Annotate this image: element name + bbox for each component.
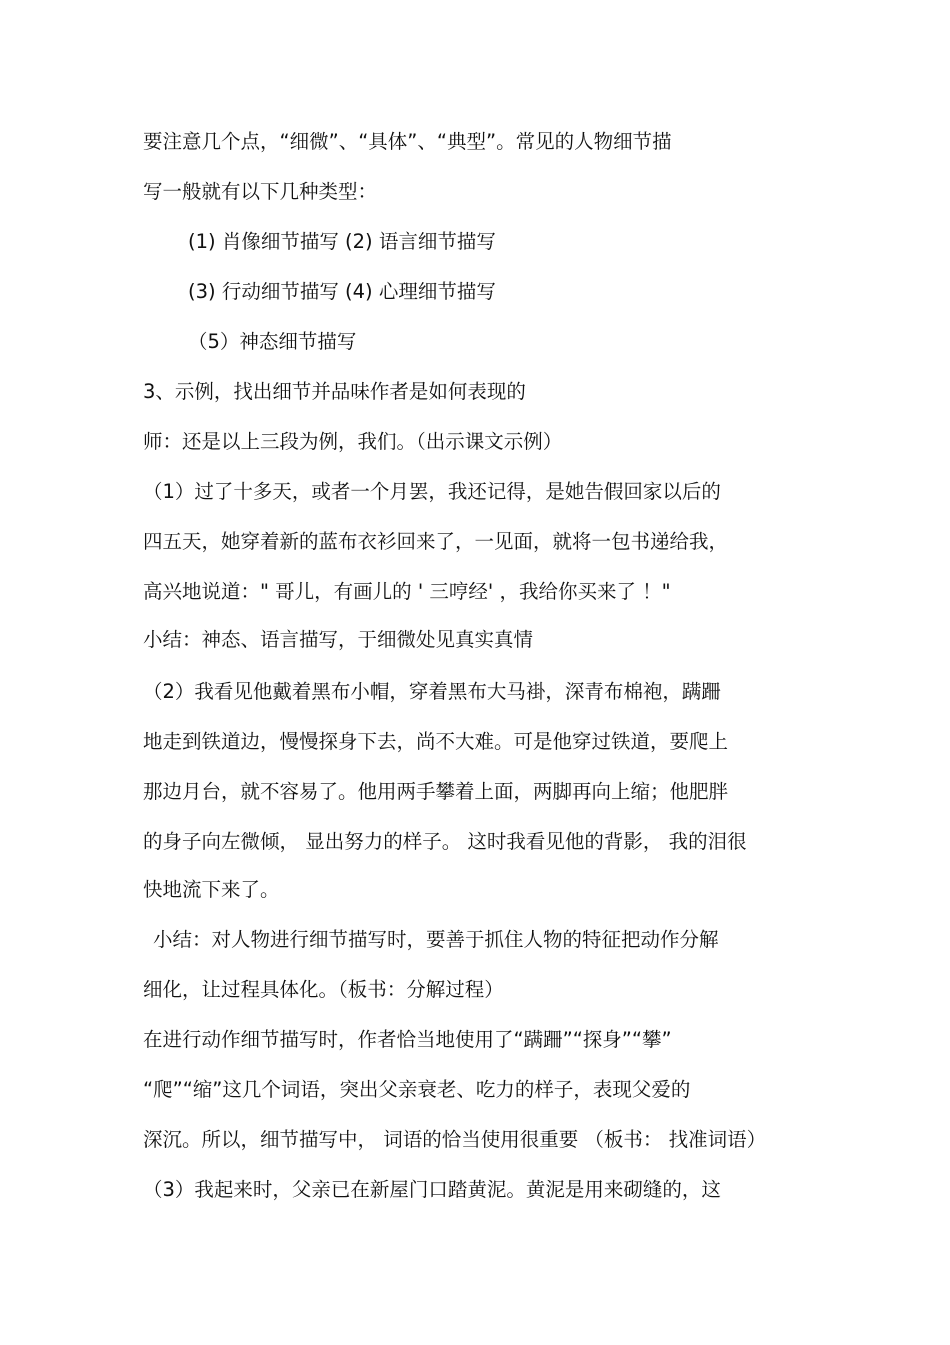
example-1-line-2: 四五天，她穿着新的蓝布衣衫回来了，一见面，就将一包书递给我， — [143, 530, 729, 553]
analysis-line-1: 在进行动作细节描写时，作者恰当地使用了“蹒跚”“探身”“攀” — [143, 1028, 672, 1051]
list-item-1-2: (1) 肖像细节描写 (2) 语言细节描写 — [188, 230, 496, 253]
section-heading: 3、示例，找出细节并品味作者是如何表现的 — [143, 380, 526, 403]
example-2-line-2: 地走到铁道边，慢慢探身下去，尚不大难。可是他穿过铁道，要爬上 — [143, 730, 729, 753]
example-2-line-5: 快地流下来了。 — [143, 878, 280, 901]
analysis-line-2: “爬”“缩”这几个词语，突出父亲衰老、吃力的样子，表现父爱的 — [143, 1078, 691, 1101]
text-line-2: 写一般就有以下几种类型： — [143, 180, 378, 203]
example-2-line-1: （2）我看见他戴着黑布小帽，穿着黑布大马褂，深青布棉袍，蹒跚 — [143, 680, 721, 703]
example-2-line-3: 那边月台，就不容易了。他用两手攀着上面，两脚再向上缩；他肥胖 — [143, 780, 729, 803]
list-item-3-4: (3) 行动细节描写 (4) 心理细节描写 — [188, 280, 496, 303]
text-line-teacher: 师：还是以上三段为例，我们。（出示课文示例） — [143, 430, 563, 453]
list-item-5: （5）神态细节描写 — [188, 330, 357, 353]
summary-1: 小结：神态、语言描写，于细微处见真实真情 — [143, 628, 534, 651]
text-line-1: 要注意几个点，“细微”、“具体”、“典型”。常见的人物细节描 — [143, 130, 672, 153]
summary-2-line-2: 细化，让过程具体化。（板书：分解过程） — [143, 978, 504, 1001]
analysis-line-3: 深沉。所以，细节描写中， 词语的恰当使用很重要 （板书： 找准词语） — [143, 1128, 767, 1151]
summary-2-line-1: 小结：对人物进行细节描写时，要善于抓住人物的特征把动作分解 — [153, 928, 719, 951]
example-2-line-4: 的身子向左微倾， 显出努力的样子。 这时我看见他的背影， 我的泪很 — [143, 830, 747, 853]
example-1-line-1: （1）过了十多天，或者一个月罢，我还记得，是她告假回家以后的 — [143, 480, 721, 503]
example-3-line-1: （3）我起来时，父亲已在新屋门口踏黄泥。黄泥是用来砌缝的，这 — [143, 1178, 721, 1201]
example-1-line-3: 高兴地说道：" 哥儿，有画儿的 ' 三哼经' ，我给你买来了 ！" — [143, 580, 671, 603]
